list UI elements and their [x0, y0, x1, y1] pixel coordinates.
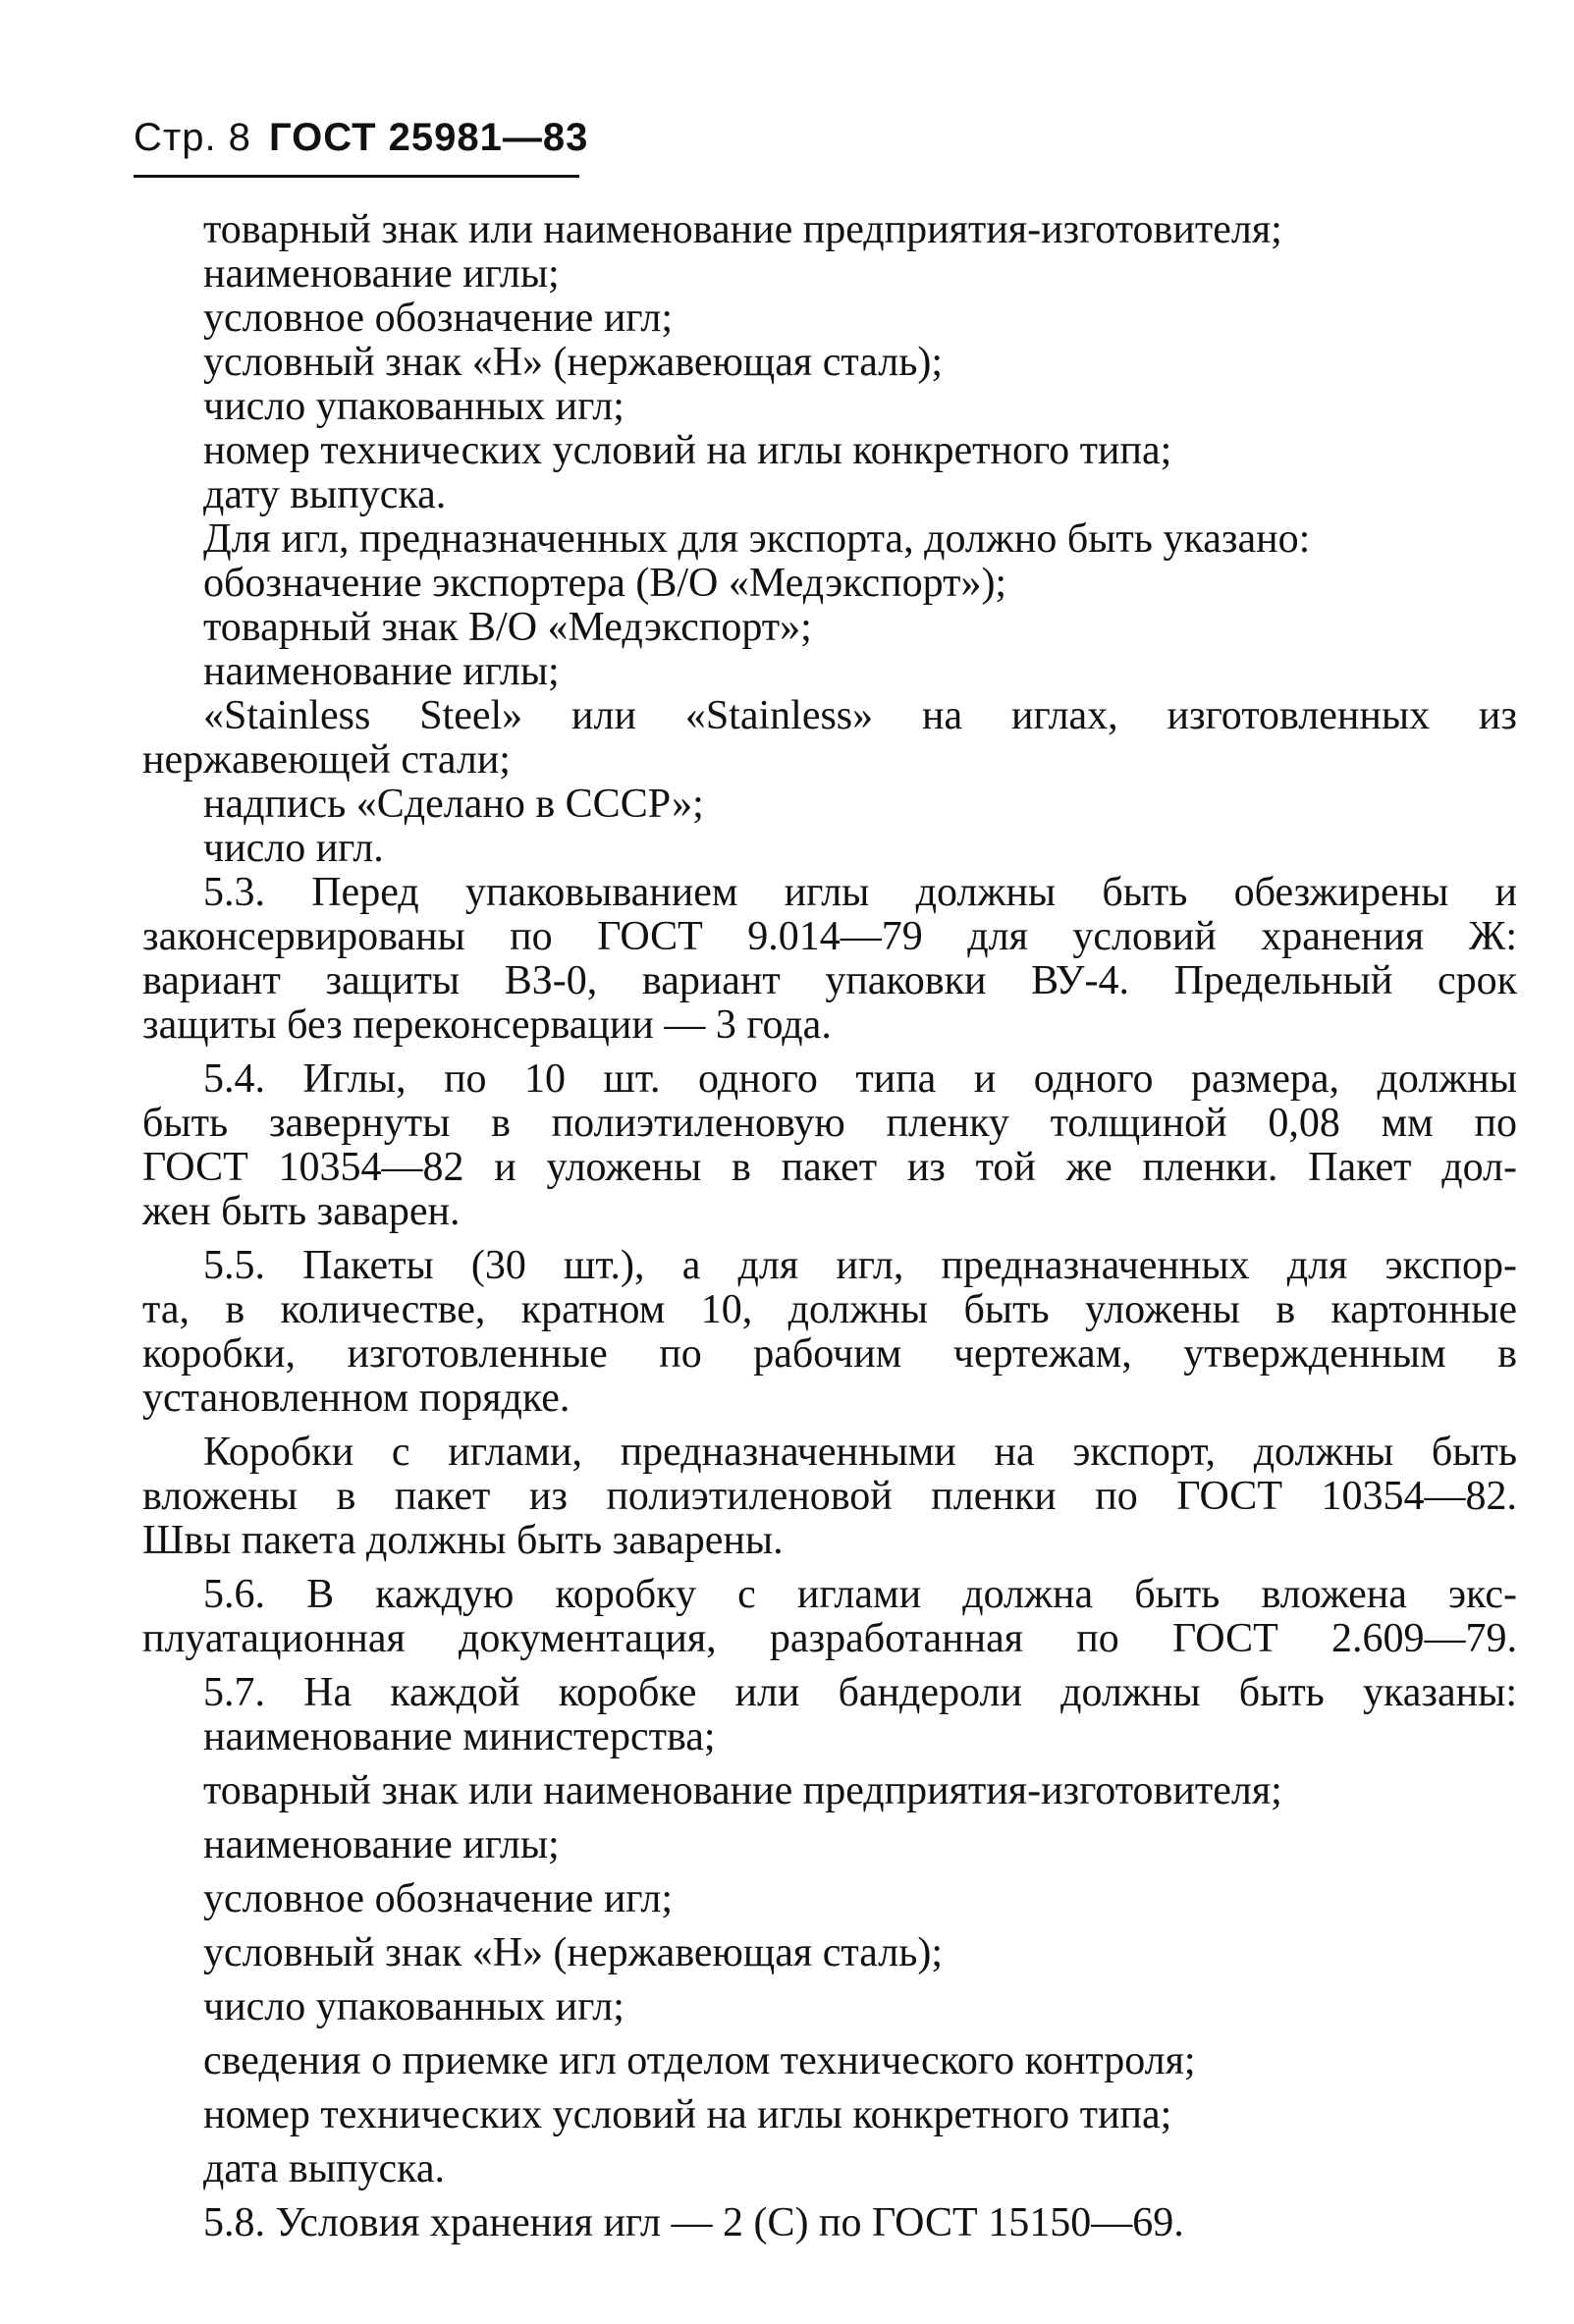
standard-code: ГОСТ 25981—83	[268, 116, 589, 159]
text-line: товарный знак В/О «Медэкспорт»;	[203, 605, 812, 650]
text-line: нержавеющей стали;	[142, 737, 511, 783]
text-line: надпись «Сделано в СССР»;	[203, 782, 704, 827]
text-line: вариант защиты ВЗ-0, вариант упаковки ВУ-4. Предельный срок	[142, 958, 1517, 1003]
text-line: наименование иглы;	[203, 649, 560, 694]
text-line: дату выпуска.	[203, 472, 447, 517]
text-line: условное обозначение игл;	[203, 296, 674, 341]
text-line: 5.8. Условия хранения игл — 2 (С) по ГОСТ 15150—69.	[203, 2200, 1184, 2245]
text-line: сведения о приемке игл отделом технического контроля;	[203, 2038, 1196, 2083]
text-line: условный знак «Н» (нержавеющая сталь);	[203, 340, 944, 385]
text-line: жен быть заварен.	[142, 1189, 461, 1234]
header-rule	[134, 175, 579, 178]
text-line: товарный знак или наименование предприятия-изготовителя;	[203, 207, 1282, 252]
text-line: Для игл, предназначенных для экспорта, должно быть указано:	[203, 516, 1311, 562]
text-line: число игл.	[203, 826, 384, 871]
text-line: установленном порядке.	[142, 1376, 570, 1421]
text-line: ГОСТ 10354—82 и уложены в пакет из той же пленки. Пакет дол-	[142, 1145, 1517, 1190]
text-line: 5.4. Иглы, по 10 шт. одного типа и одного размера, должны	[203, 1056, 1517, 1102]
text-line: товарный знак или наименование предприятия-изготовителя;	[203, 1768, 1282, 1813]
text-line: условное обозначение игл;	[203, 1876, 674, 1921]
text-line: обозначение экспортера (В/О «Медэкспорт»);	[203, 561, 1007, 606]
page-number: Стр. 8	[134, 116, 251, 159]
text-line: наименование иглы;	[203, 251, 560, 297]
text-line: число упакованных игл;	[203, 384, 624, 429]
text-line: номер технических условий на иглы конкретного типа;	[203, 428, 1172, 473]
text-line: 5.5. Пакеты (30 шт.), а для игл, предназначенных для экспор-	[203, 1243, 1517, 1288]
text-line: условный знак «Н» (нержавеющая сталь);	[203, 1930, 944, 1975]
text-line: 5.3. Перед упаковыванием иглы должны быть обезжирены и	[203, 870, 1517, 915]
text-line: 5.7. На каждой коробке или бандероли должны быть указаны:	[203, 1670, 1517, 1715]
page-header	[134, 116, 588, 160]
text-line: номер технических условий на иглы конкретного типа;	[203, 2092, 1172, 2137]
text-line: наименование иглы;	[203, 1822, 560, 1867]
text-line: быть завернуты в полиэтиленовую пленку толщиной 0,08 мм по	[142, 1101, 1517, 1146]
text-line: число упакованных игл;	[203, 1984, 624, 2029]
document-body	[142, 208, 1517, 2245]
text-line: законсервированы по ГОСТ 9.014—79 для условий хранения Ж:	[142, 914, 1517, 959]
text-line: Швы пакета должны быть заварены.	[142, 1518, 784, 1563]
text-line: плуатационная документация, разработанная по ГОСТ 2.609—79.	[142, 1616, 1517, 1661]
text-line: «Stainless Steel» или «Stainless» на иглах, изготовленных из	[203, 693, 1517, 738]
text-line: дата выпуска.	[203, 2146, 446, 2191]
text-line: наименование министерства;	[203, 1714, 716, 1759]
text-line: 5.6. В каждую коробку с иглами должна быть вложена экс-	[203, 1572, 1517, 1617]
text-line: коробки, изготовленные по рабочим чертежам, утвержденным в	[142, 1331, 1517, 1377]
text-line: та, в количестве, кратном 10, должны быть уложены в картонные	[142, 1287, 1517, 1332]
text-line: защиты без переконсервации — 3 года.	[142, 1002, 832, 1048]
text-line: Коробки с иглами, предназначенными на экспорт, должны быть	[203, 1430, 1517, 1475]
text-line: вложены в пакет из полиэтиленовой пленки по ГОСТ 10354—82.	[142, 1474, 1517, 1519]
